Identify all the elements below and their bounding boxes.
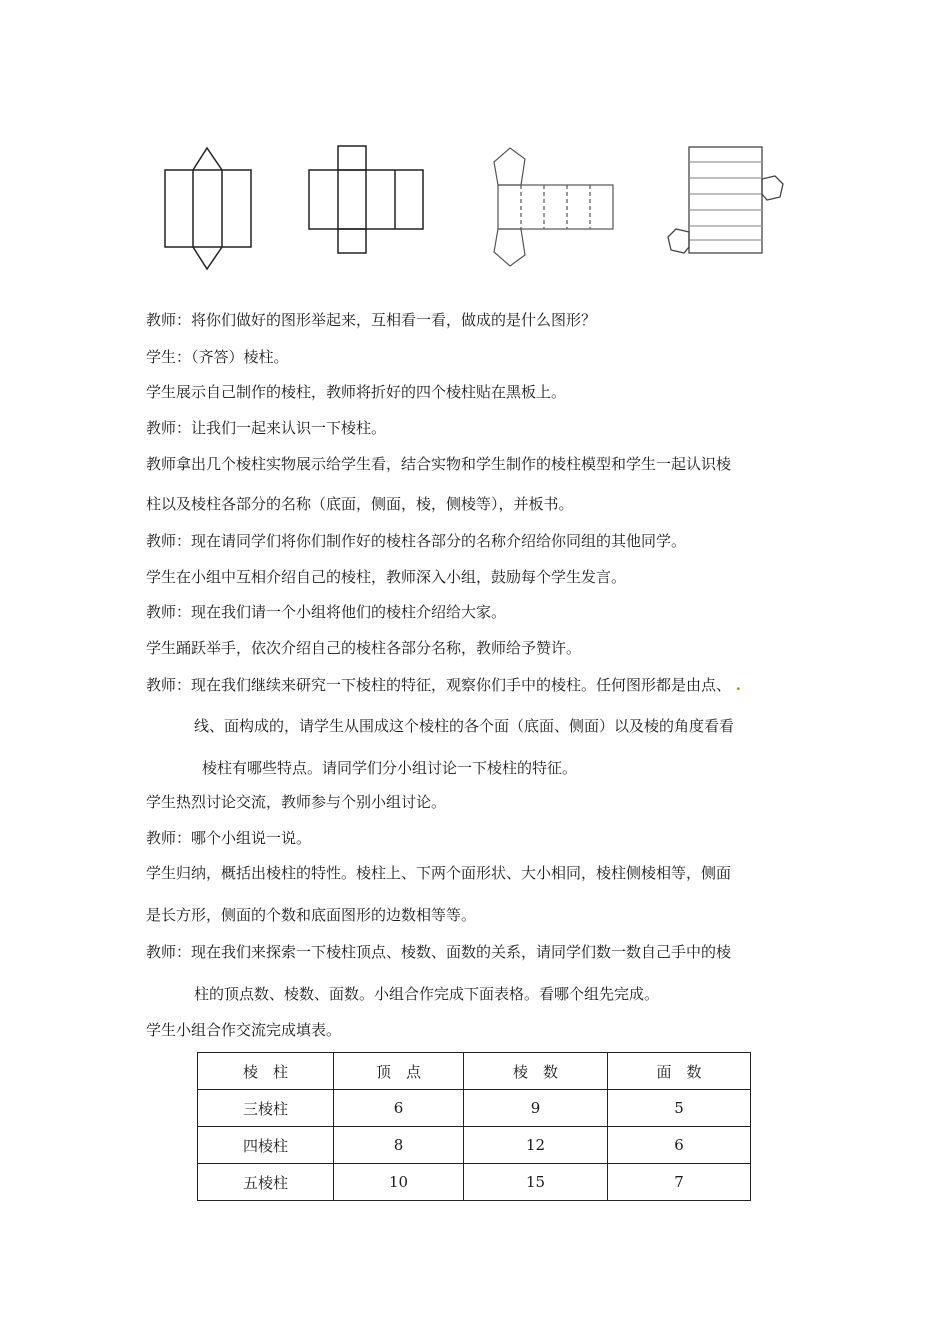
prism-nets-figure	[0, 112, 950, 282]
text-line: 是长方形，侧面的个数和底面图形的边数相等等。	[146, 906, 477, 924]
text-line: 学生归纳，概括出棱柱的特性。棱柱上、下两个面形状、大小相同，棱柱侧棱相等，侧面	[146, 864, 732, 882]
cuboid-net	[309, 146, 423, 253]
text-line: 教师拿出几个棱柱实物展示给学生看，结合实物和学生制作的棱柱模型和学生一起认识棱	[146, 455, 732, 473]
text-line: 学生在小组中互相介绍自己的棱柱，教师深入小组，鼓励每个学生发言。	[146, 568, 627, 586]
text-line: 教师：现在请同学们将你们制作好的棱柱各部分的名称介绍给你同组的其他同学。	[146, 532, 687, 550]
table-header-cell: 顶 点	[334, 1053, 464, 1090]
text-line: 教师：现在我们继续来研究一下棱柱的特征，观察你们手中的棱柱。任何图形都是由点、	[146, 676, 732, 694]
table-cell: 四棱柱	[198, 1127, 334, 1164]
text-line: 线、面构成的，请学生从围成这个棱柱的各个面（底面、侧面）以及棱的角度看看	[194, 717, 735, 735]
text-line: 学生展示自己制作的棱柱，教师将折好的四个棱柱贴在黑板上。	[146, 383, 567, 401]
table-row	[198, 1090, 751, 1127]
prism-count-table	[197, 1052, 751, 1201]
table-cell: 7	[608, 1164, 751, 1201]
text-line: 柱以及棱柱各部分的名称（底面，侧面，棱，侧棱等），并板书。	[146, 495, 574, 513]
table-row	[198, 1127, 751, 1164]
table-cell: 三棱柱	[198, 1090, 334, 1127]
pentagonal-prism-net	[494, 148, 613, 266]
table-cell: 6	[334, 1090, 464, 1127]
table-cell: 6	[608, 1127, 751, 1164]
table-header-row	[198, 1053, 751, 1090]
table-cell: 15	[464, 1164, 608, 1201]
text-line: 棱柱有哪些特点。请同学们分小组讨论一下棱柱的特征。	[202, 759, 578, 777]
text-line: 学生热烈讨论交流，教师参与个别小组讨论。	[146, 793, 447, 811]
text-line: 教师：现在我们来探索一下棱柱顶点、棱数、面数的关系，请同学们数一数自己手中的棱	[146, 943, 732, 961]
table-cell: 五棱柱	[198, 1164, 334, 1201]
table-header-cell: 棱 数	[464, 1053, 608, 1090]
table-cell: 5	[608, 1090, 751, 1127]
text-line-wrap	[146, 675, 741, 695]
text-line: 学生小组合作交流完成填表。	[146, 1021, 342, 1039]
table-header-cell: 棱 柱	[198, 1053, 334, 1090]
table-header-cell: 面 数	[608, 1053, 751, 1090]
table-cell: 9	[464, 1090, 608, 1127]
text-line: 教师：让我们一起来认识一下棱柱。	[146, 419, 387, 437]
table-cell: 8	[334, 1127, 464, 1164]
table-row	[198, 1164, 751, 1201]
text-line: 学生踊跃举手，依次介绍自己的棱柱各部分名称，教师给予赞许。	[146, 639, 582, 657]
triangular-prism-net	[165, 148, 251, 269]
text-line: 教师：将你们做好的图形举起来，互相看一看，做成的是什么图形？	[146, 311, 597, 329]
table-cell: 10	[334, 1164, 464, 1201]
text-line: 教师：现在我们请一个小组将他们的棱柱介绍给大家。	[146, 603, 507, 621]
text-line: 柱的顶点数、棱数、面数。小组合作完成下面表格。看哪个组先完成。	[194, 985, 660, 1003]
decorative-dot: .	[735, 676, 742, 694]
table-cell: 12	[464, 1127, 608, 1164]
text-line: 学生：（齐答）棱柱。	[146, 348, 289, 366]
text-line: 教师：哪个小组说一说。	[146, 829, 312, 847]
hexagonal-prism-net	[668, 147, 783, 253]
